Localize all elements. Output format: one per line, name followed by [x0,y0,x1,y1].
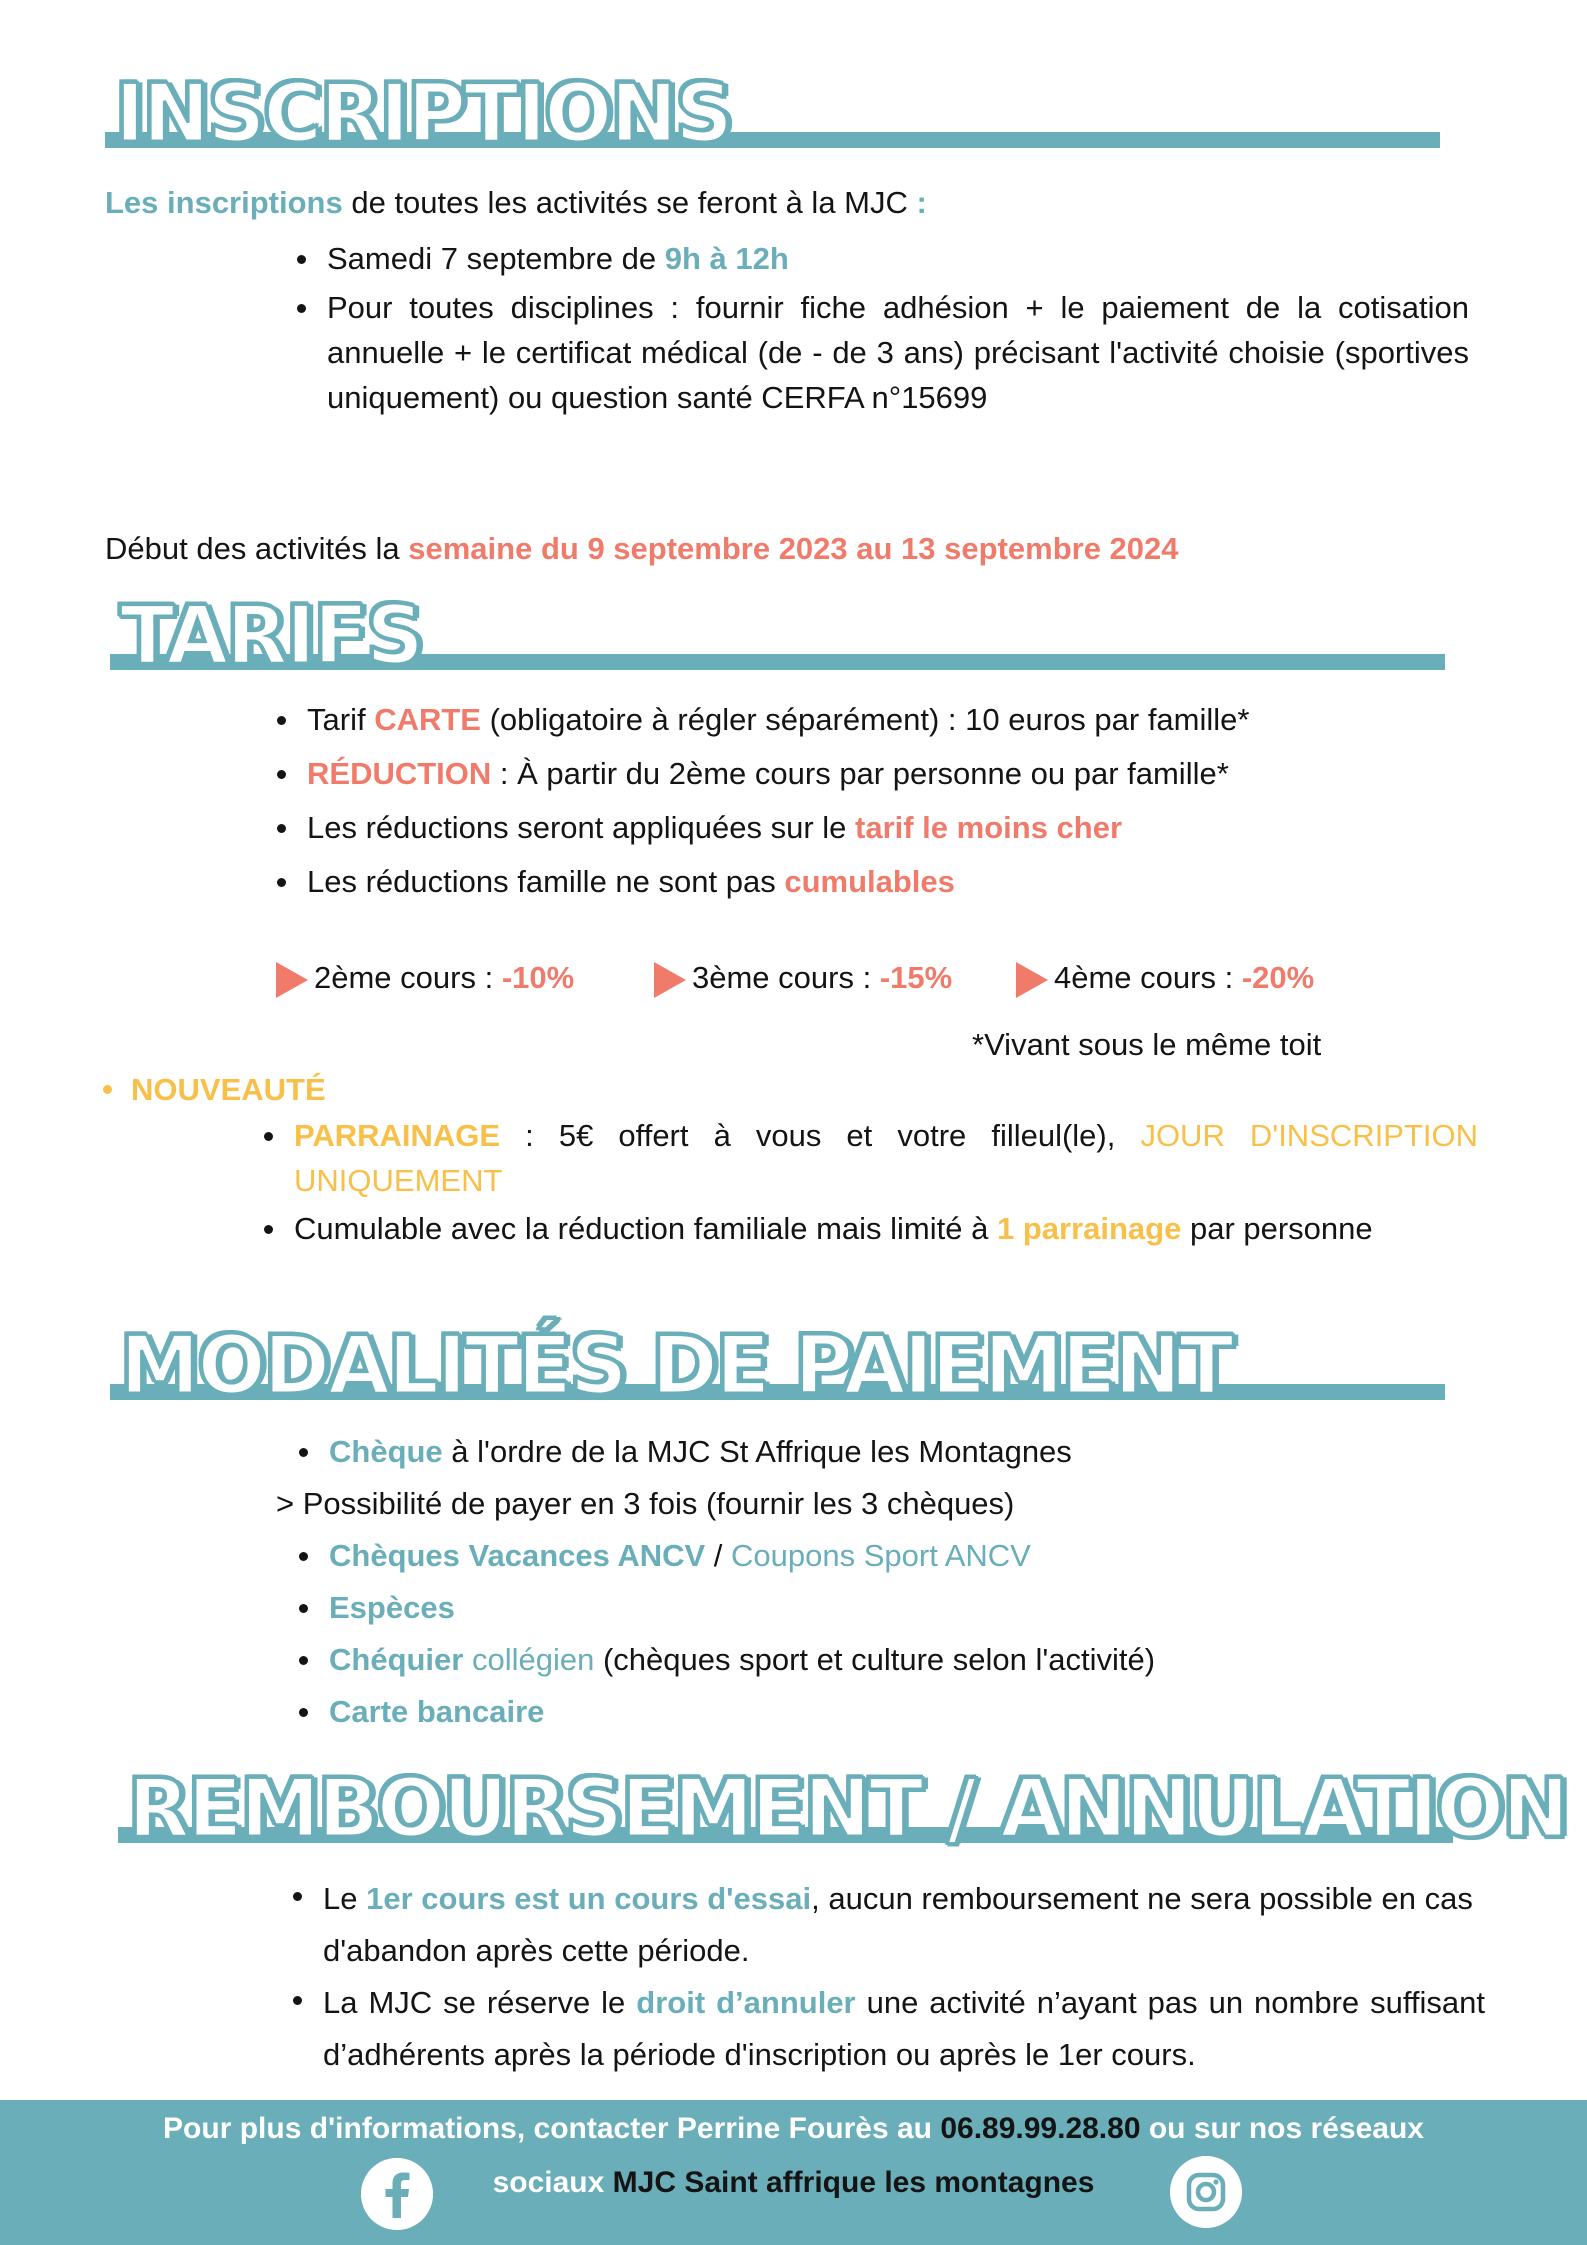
list-item: Chéquier collégien (chèques sport et culture selon l'activité) [329,1637,1479,1682]
discount-item: 2ème cours : -10% [276,955,654,1000]
intro-colon: : [907,185,927,220]
list-item: Tarif CARTE (obligatoire à régler séparément) : 10 euros par famille* [307,697,1507,742]
nouveaute-list [294,1113,1478,1251]
remboursement-list [323,1873,1485,2081]
heading-text: TARIFS [120,589,422,682]
paiement-list-1 [329,1429,1479,1474]
instagram-icon[interactable] [1170,2156,1242,2228]
list-item: Le 1er cours est un cours d'essai, aucun remboursement ne sera possible en cas d'abandon après cette période. [323,1873,1485,1977]
discount-item: 4ème cours : -20% [1016,955,1314,1000]
discount-item: 3ème cours : -15% [654,955,1016,1000]
remboursement-heading [118,1733,1568,1855]
paiement-heading [110,1290,1445,1412]
tarifs-heading [110,560,1445,682]
footer [0,2100,1587,2245]
intro-highlight: Les inscriptions [105,185,343,220]
list-item: Les réductions famille ne sont pas cumulables [307,859,1507,904]
debut-activites: Début des activités la semaine du 9 septembre 2023 au 13 septembre 2024 [105,531,1179,566]
phone-number[interactable]: 06.89.99.28.80 [940,2112,1141,2145]
heading-text: REMBOURSEMENT / ANNULATION [128,1762,1568,1855]
list-item: RÉDUCTION : À partir du 2ème cours par personne ou par famille* [307,751,1507,796]
discounts-row [276,955,1476,1000]
list-item: PARRAINAGE : 5€ offert à vous et votre filleul(le), JOUR D'INSCRIPTION UNIQUEMENT [294,1113,1478,1203]
inscriptions-intro [105,180,1405,225]
heading-text: MODALITÉS DE PAIEMENT [120,1319,1232,1412]
list-item: Samedi 7 septembre de 9h à 12h [327,236,1469,281]
list-item: Les réductions seront appliquées sur le tarif le moins cher [307,805,1507,850]
list-item: Espèces [329,1585,1479,1630]
footnote: *Vivant sous le même toit [972,1027,1322,1062]
arrow-right-icon [1016,962,1048,998]
list-item: Carte bancaire [329,1689,1479,1734]
footer-contact: Pour plus d'informations, contacter Perrine Fourès au 06.89.99.28.80 ou sur nos réseaux [163,2112,1424,2145]
intro-text: de toutes les activités se feront à la MJC [342,185,908,220]
list-item: Chèques Vacances ANCV / Coupons Sport ANCV [329,1533,1479,1578]
tarifs-list [307,697,1507,904]
list-item: Chèque à l'ordre de la MJC St Affrique les Montagnes [329,1429,1479,1474]
arrow-right-icon [654,962,686,998]
possibilite-text: > Possibilité de payer en 3 fois (fournir les 3 chèques) [276,1486,1015,1521]
org-name[interactable]: MJC Saint affrique les montagnes [612,2166,1095,2199]
nouveaute-title: NOUVEAUTÉ [131,1067,326,1112]
heading-text: INSCRIPTIONS [115,67,731,160]
list-item: Pour toutes disciplines : fournir fiche adhésion + le paiement de la cotisation annuelle + le certificat médical (de - de 3 ans) précisant l'activité choisie (sportives uniquement) ou question santé CERFA n°15699 [327,285,1469,420]
inscriptions-list [327,236,1469,420]
list-item: Cumulable avec la réduction familiale mais limité à 1 parrainage par personne [294,1206,1478,1251]
paiement-list-2 [329,1533,1479,1734]
footer-social: sociaux MJC Saint affrique les montagnes [492,2166,1095,2199]
arrow-right-icon [276,962,308,998]
inscriptions-heading [105,38,1440,160]
list-item: La MJC se réserve le droit d’annuler une activité n’ayant pas un nombre suffisant d’adhérents après la période d'inscription ou après le 1er cours. [323,1977,1485,2081]
bullet-dot [103,1085,112,1094]
